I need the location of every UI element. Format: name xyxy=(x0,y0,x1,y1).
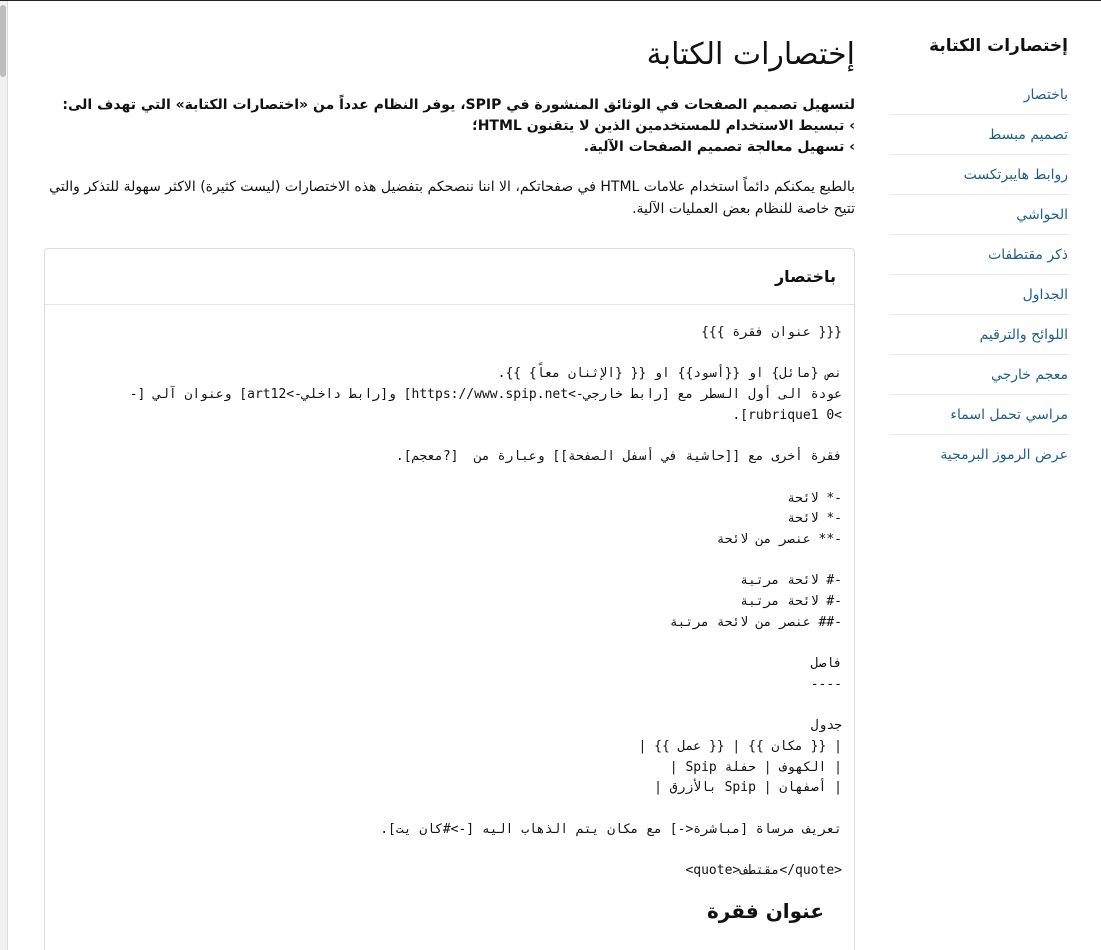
code-line: -# لائحة مرتبة xyxy=(740,594,842,610)
sidebar-item xyxy=(890,115,1068,155)
sidebar-item xyxy=(890,395,1068,435)
code-line: -** عنصر من لائحة xyxy=(716,531,842,547)
code-line: <quote>مقتطف</quote> xyxy=(685,863,842,879)
rendered-heading-preview: عنوان فقرة xyxy=(707,898,824,923)
code-line: -# لائحة مرتبة xyxy=(740,573,842,589)
sidebar-link-code-display[interactable]: عرض الرموز البرمجية xyxy=(940,447,1068,463)
intro-bullet: › تبسيط الاستخدام للمستخدمين الذين لا يتقنون HTML؛ xyxy=(472,118,855,134)
sidebar-item xyxy=(890,355,1068,395)
code-line xyxy=(65,799,842,820)
intro xyxy=(44,95,855,158)
code-line: جدول xyxy=(810,718,842,734)
code-line xyxy=(65,468,842,489)
sidebar-link-hypertext-links[interactable]: روابط هايبرتكست xyxy=(963,166,1068,183)
code-line xyxy=(65,840,842,861)
sidebar-item xyxy=(890,75,1068,115)
sidebar-link-footnotes[interactable]: الحواشي xyxy=(1016,206,1068,223)
code-line xyxy=(65,427,842,448)
code-line: فقرة أخرى مع [[حاشية في أسفل الصفحة]] وعبارة من [?معجم]. xyxy=(395,449,842,465)
code-line xyxy=(65,696,842,717)
code-line xyxy=(65,344,842,365)
sidebar-item xyxy=(890,435,1068,475)
code-line: نص {مائل} او {{أسود}} او {{ {الإثنان معاً} }}. xyxy=(497,366,842,382)
card-title: باختصار xyxy=(45,249,854,305)
sidebar-item xyxy=(890,235,1068,275)
intro-bullet: › تسهيل معالجة تصميم الصفحات الآلية. xyxy=(583,139,855,155)
code-sample xyxy=(45,305,854,926)
sidebar-link-named-anchors[interactable]: مراسي تحمل اسماء xyxy=(950,406,1068,423)
code-line: | أصفهان | Spip بالأزرق | xyxy=(654,780,842,796)
code-line: -* لائحة xyxy=(787,511,842,527)
sidebar-link-shortcut[interactable]: باختصار xyxy=(1023,86,1068,103)
sidebar-item xyxy=(890,155,1068,195)
sidebar-item xyxy=(890,315,1068,355)
description: بالطبع يمكنكم دائماً استخدام علامات HTML في صفحاتكم، الا اننا ننصحكم بتفضيل هذه الاختصارات (ليست كثيرة) الاكثر سهولة للتذكر والتي تتيح خاصة للنظام بعض العمليات الآلية. xyxy=(49,179,855,217)
code-line: -* لائحة xyxy=(787,490,842,506)
code-line: | {{ مكان }} | {{ عمل }} | xyxy=(638,738,842,754)
sidebar xyxy=(890,33,1068,475)
code-line: عودة الى أول السطر مع [رابط خارجي->https://www.spip.net] و[رابط داخلي->art12] وعنوان آلي [->rubrique1 0]. xyxy=(129,387,842,423)
main-content xyxy=(44,33,855,950)
code-line: {{{ عنوان فقرة }}} xyxy=(701,325,842,340)
scrollbar-thumb[interactable] xyxy=(0,5,6,77)
sidebar-link-lists[interactable]: اللوائح والترقيم xyxy=(979,326,1068,343)
sidebar-item xyxy=(890,275,1068,315)
page-title: إختصارات الكتابة xyxy=(646,37,855,72)
shortcut-card xyxy=(44,248,855,950)
code-line xyxy=(65,551,842,572)
sidebar-link-glossary[interactable]: معجم خارجي xyxy=(990,366,1068,383)
sidebar-link-quotes[interactable]: ذكر مقتطفات xyxy=(988,246,1068,263)
code-line: | الكهوف | حفلة Spip | xyxy=(669,759,842,775)
code-line: ---- xyxy=(810,676,842,692)
sidebar-link-tables[interactable]: الجداول xyxy=(1022,286,1068,303)
code-line xyxy=(65,633,842,654)
code-line: فاصل xyxy=(810,656,842,672)
code-line: -## عنصر من لائحة مرتبة xyxy=(669,614,842,630)
code-line: تعريف مرساة [مباشرة<-] مع مكان يتم الذهاب اليه [->#كان يت]. xyxy=(380,821,842,837)
sidebar-nav xyxy=(890,75,1068,475)
sidebar-title: إختصارات الكتابة xyxy=(929,36,1068,56)
sidebar-item xyxy=(890,195,1068,235)
sidebar-link-simple-design[interactable]: تصميم مبسط xyxy=(988,126,1068,143)
left-scrollbar[interactable] xyxy=(0,1,8,950)
intro-line: لتسهيل تصميم الصفحات في الوثائق المنشورة في SPIP، يوفر النظام عدداً من «اختصارات الكتابة» التي تهدف الى: xyxy=(62,97,855,113)
